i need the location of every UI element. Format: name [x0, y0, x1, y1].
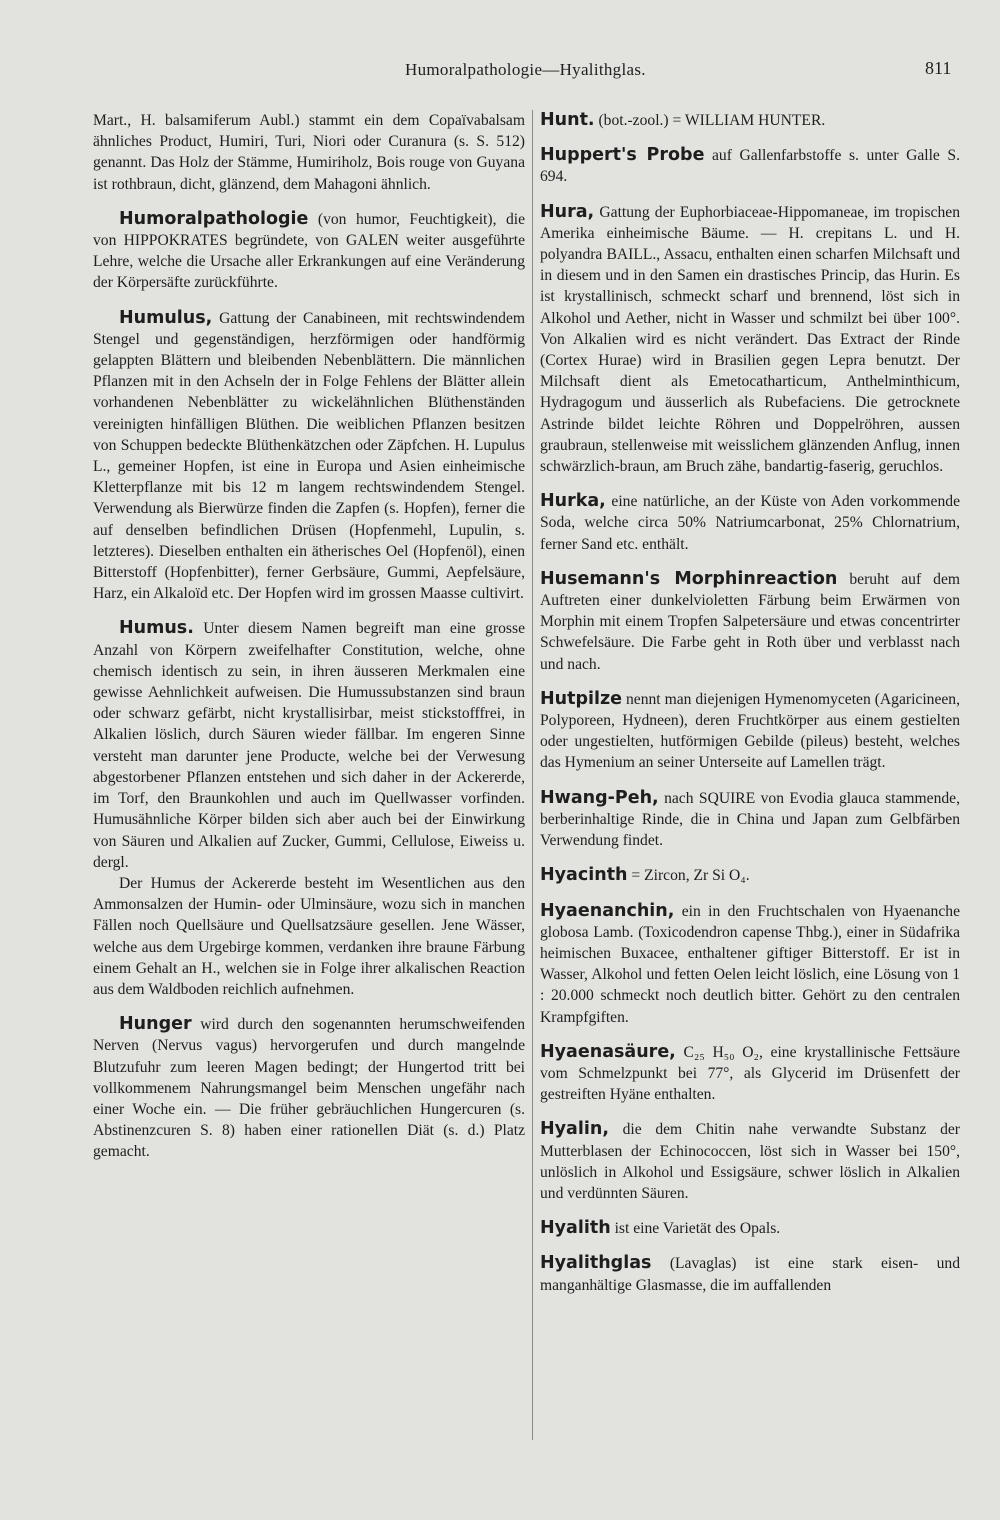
- entry-hyaenasaeure: [540, 1042, 960, 1106]
- entry-humus: [93, 618, 525, 1000]
- right-column: [540, 110, 960, 1310]
- entry-headword: Hunt.: [540, 110, 595, 130]
- entry-text: beruht auf dem Auftreten einer dunkelvioletten Färbung beim Erwärmen von Morphin mit einem Tropfen Salpetersäure und etwas concentrirter Schwefelsäure. Die Farbe geht in Roth über und verblasst nach und nach.: [540, 570, 960, 673]
- entry-text: die dem Chitin nahe verwandte Substanz der Mutterblasen der Echinococcen, löst sich in Wasser bei 150°, unlöslich in Alkohol und Essigsäure, schwer löslich in Alkalien und verdünnten Säuren.: [540, 1121, 960, 1202]
- entry-text: ist eine Varietät des Opals.: [610, 1220, 781, 1238]
- entry-headword: Hwang-Peh,: [540, 787, 659, 808]
- page-number: 811: [925, 58, 952, 78]
- entry-hwang-peh: [540, 788, 960, 852]
- entry-huppert: [540, 145, 960, 187]
- entry-hutpilze: [540, 689, 960, 774]
- entry-text: Gattung der Euphorbiaceae-Hippomaneae, im tropischen Amerika einheimische Bäume. — H. crepitans L. und H. polyandra BAILL., Assacu, enthalten einen scharfen Milchsaft und in diesem und in den Samen ein drastisches Princip, das Hurin. Es ist krystallinisch, schmeckt scharf und brennend, löst sich in Alkohol und Aether, nicht in Wasser und schmilzt bei über 100°. Von Alkalien wird es nicht verändert. Das Extract der Rinde (Cortex Hurae) wird in Brasilien gegen Lepra benutzt. Der Milchsaft dient als Emetocatharticum, Anthelminthicum, Hydragogum und äusserlich als Rubefaciens. Die getrocknete Astrinde bildet leichte Röhren und Doppelröhren, aussen graubraun, stellenweise mit weisslichem glänzenden Anflug, innen schwärzlich-braun, am Bruch zähe, bandartig-faserig, geruchlos.: [540, 203, 960, 476]
- entry-text: (Lavaglas) ist eine stark eisen- und manganhältige Glasmasse, die im auffallenden: [540, 1255, 960, 1294]
- entry-headword: Humus.: [119, 618, 194, 639]
- entry-husemann: [540, 569, 960, 675]
- entry-headword: Hyalin,: [540, 1119, 609, 1140]
- entry-humoralpathologie: [93, 209, 525, 294]
- left-column: [93, 110, 525, 1177]
- column-divider: [532, 110, 533, 1440]
- entry-text: auf Gallenfarbstoffe s. unter Galle S. 694.: [540, 147, 960, 186]
- entry-text: eine natürliche, an der Küste von Aden vorkommende Soda, welche circa 50% Natriumcarbonat, 25% Chlornatrium, ferner Sand etc. enthält.: [540, 493, 960, 553]
- entry-headword: Hyacinth: [540, 865, 628, 886]
- entry-hyalin: [540, 1119, 960, 1204]
- entry-text: Mart., H. balsamiferum Aubl.) stammt ein dem Copaïvabalsam ähnliches Product, Humiri, Turi, Niori oder Curanura (s. S. 512) genannt. Das Holz der Stämme, Humiriholz, Bois rouge von Guyana ist rothbraun, dicht, glänzend, dem Mahagoni ähnlich.: [93, 112, 525, 193]
- entry-headword: Humulus,: [119, 307, 213, 328]
- entry-hyalithglas: [540, 1253, 960, 1295]
- entry-text: (bot.-zool.) = WILLIAM HUNTER.: [594, 112, 826, 129]
- entry-text: ein in den Fruchtschalen von Hyaenanche globosa Lamb. (Toxicodendron capense Thbg.), einer in Südafrika heimischen Buxacee, enthaltener giftiger Bitterstoff. Er ist in Wasser, Alkohol und fetten Oelen leicht löslich, eine Lösung von 1 : 20.000 schmeckt noch deutlich bitter. Gehört zu den centralen Krampfgiften.: [540, 902, 960, 1026]
- entry-text-paragraph: Der Humus der Ackererde besteht im Wesentlichen aus den Ammonsalzen der Humin- oder Ulminsäure, wozu sich in manchen Fällen noch Quellsäure und Quellsatzsäure gesellen. Jene Wässer, welche aus dem Urgebirge kommen, verdanken ihre braune Färbung einem Gehalt an H., welchen sie in Folge ihrer alkalischen Reaction aus dem Waldboden reichlich aufnehmen.: [93, 874, 525, 998]
- entry-headword: Hurka,: [540, 491, 606, 512]
- entry-headword: Hyaenanchin,: [540, 900, 675, 921]
- entry-humulus: [93, 308, 525, 605]
- entry-text: C₂₅ H₅₀ O₂, eine krystallinische Fettsäure vom Schmelzpunkt bei 77°, als Glycerid im Drüsenfett der gestreiften Hyäne enthalten.: [540, 1043, 960, 1104]
- running-head: Humoralpathologie—Hyalithglas.: [405, 60, 646, 79]
- entry-text: (von humor, Feuchtigkeit), die von HIPPOKRATES begründete, von GALEN weiter ausgeführte Lehre, welche die Ursache aller Erkrankungen auf eine Veränderung der Körpersäfte zurückführte.: [93, 210, 525, 292]
- entry-hunt: [540, 110, 960, 131]
- entry-text: wird durch den sogenannten herumschweifenden Nerven (Nervus vagus) hervorgerufen und durch mangelnde Blutzufuhr zum leeren Magen bedingt; der Hungertod tritt bei vollkommenem Nahrungsmangel beim Menschen ungefähr nach einer Woche ein. — Die früher gebräuchlichen Hungercuren (s. Abstinenzcuren S. 8) haben einer rationellen Diät (s. d.) Platz gemacht.: [93, 1016, 525, 1161]
- entry-text: = Zircon, Zr Si O₄.: [627, 867, 750, 885]
- entry-headword: Humoralpathologie: [119, 208, 309, 229]
- entry-text: nach SQUIRE von Evodia glauca stammende, berberinhaltige Rinde, die in China und Japan zum Gelbfärben Verwendung findet.: [540, 789, 960, 850]
- entry-headword: Hunger: [119, 1014, 192, 1035]
- entry-headword: Hyaenasäure,: [540, 1041, 676, 1062]
- entry-continuation: [93, 110, 525, 195]
- entry-headword: Hutpilze: [540, 688, 623, 709]
- entry-text: Gattung der Canabineen, mit rechtswindendem Stengel und gegenständigen, herzförmigen oder handförmig gelappten Blättern und bleibenden Nebenblättern. Die männlichen Pflanzen mit in den Achseln der in Folge Fehlens der Blätter allein vorhandenen Nebenblätter zu wickelähnlichen Blüthenständen vereinigten hinfälligen Blüthen. Die weiblichen Pflanzen besitzen von Schuppen bedeckte Blüthenkätzchen oder Zäpfchen. H. Lupulus L., gemeiner Hopfen, ist eine in Europa und Asien einheimische Kletterpflanze mit bis 12 m langem rechtswindendem Stengel. Verwendung als Bierwürze finden die Zapfen (s. Hopfen), ferner die auf denselben befindlichen Drüsen (Hopfenmehl, Lupulin, s. letzteres). Dieselben enthalten ein ätherisches Oel (Hopfenöl), einen Bitterstoff (Hopfenbitter), ferner Gerbsäure, Gummi, Aepfelsäure, Harz, ein Alkaloïd etc. Der Hopfen wird im grossen Maasse cultivirt.: [93, 309, 525, 603]
- entry-text: nennt man diejenigen Hymenomyceten (Agaricineen, Polyporeen, Hydneen), deren Fruchtkörper aus einem gestielten oder ungestielten, hutförmigen Gebilde (pileus) besteht, welches das Hymenium an seiner Unterseite auf Lamellen trägt.: [540, 690, 960, 772]
- entry-headword: Hyalithglas: [540, 1253, 652, 1274]
- entry-headword: Huppert's Probe: [540, 145, 705, 166]
- entry-headword: Hyalith: [540, 1218, 611, 1239]
- entry-hyalith: [540, 1218, 960, 1239]
- entry-hunger: [93, 1014, 525, 1162]
- entry-hurka: [540, 491, 960, 555]
- entry-hura: [540, 202, 960, 478]
- entry-hyaenanchin: [540, 901, 960, 1028]
- entry-headword: Husemann's Morphinreaction: [540, 568, 838, 589]
- entry-text: Unter diesem Namen begreift man eine grosse Anzahl von Körpern zweifelhafter Constitution, welche, ohne chemisch identisch zu sein, in ihren äusseren Merkmalen eine gewisse Aehnlichkeit aufweisen. Die Humussubstanzen sind braun oder schwarz gefärbt, nicht krystallisirbar, meist stickstofffrei, in Alkalien löslich, durch Säuren wieder fällbar. Im engeren Sinne versteht man darunter jene Producte, welche bei der Verwesung abgestorbener Pflanzen entstehen und sich daher in der Ackererde, im Torf, den Braunkohlen und auch im Quellwasser vorfinden. Humusähnliche Körper bilden sich aber auch bei der Einwirkung von Säuren und Alkalien auf Zucker, Gummi, Cellulose, Eiweiss u. dergl.: [93, 620, 525, 871]
- entry-hyacinth: [540, 865, 960, 886]
- entry-headword: Hura,: [540, 201, 595, 222]
